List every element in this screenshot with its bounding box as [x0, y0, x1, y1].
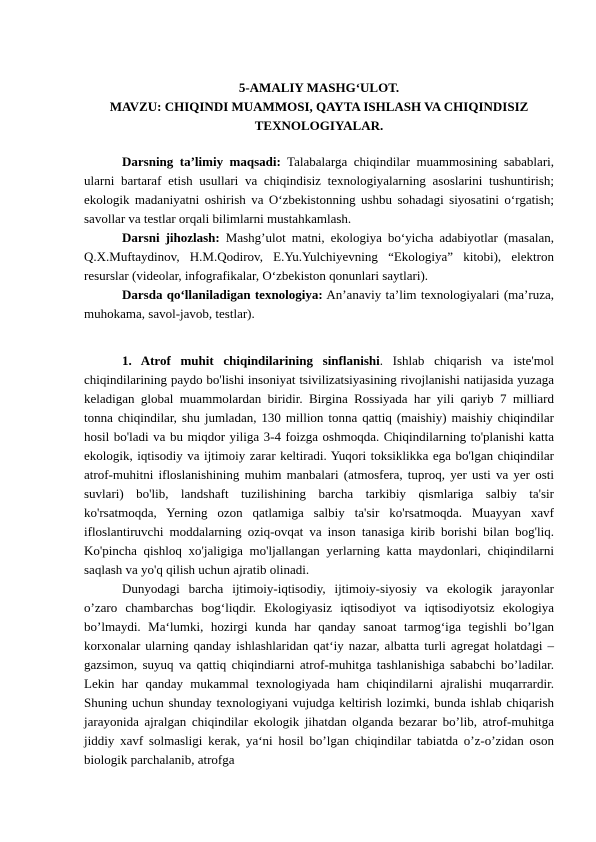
- equipment-label: Darsni jihozlash:: [122, 230, 220, 245]
- title-line-1: 5-AMALIY MASHG‘ULOT.: [238, 80, 400, 95]
- page-title: [84, 78, 554, 135]
- section1-paragraph1: [84, 351, 554, 579]
- equipment-paragraph: [84, 228, 554, 285]
- equipment-text: Mashg’ulot matni, ekologiya bo‘yicha adabiyotlar (masalan, Q.X.Muftaydinov, H.M.Qodirov, E.Yu.Yulchiyevning “Ekologiya” kitobi), elektron resurslar (videolar, infografikalar, O‘zbekiston qonunlari saytlari).: [84, 230, 555, 283]
- section1-paragraph1-text: . Ishlab chiqarish va iste'mol chiqindilarining paydo bo'lishi insoniyat tsivilizatsiyasining rivojlanishi natijasida yuzaga keladigan global muammolardan biridir. Birgina Rossiyada har yili qariyb 7 milliard tonna chiqindilar, shu jumladan, 130 million tonna qattiq (maishiy) maishiy chiqindilar hosil bo'ladi va bu miqdor yiliga 3-4 foizga oshmoqda. Chiqindilarning to'planishi katta ekologik, iqtisodiy va ijtimoiy zarar keltiradi. Yuqori toksiklikka ega bo'lgan chiqindilar atrof-muhitni ifloslanishining muhim manbalari (atmosfera, tuproq, yer usti va yer osti suvlari) bo'lib, landshaft tuzilishining barcha tarkibiy qismlariga salbiy ta'sir ko'rsatmoqda, Yerning ozon qatlamiga salbiy ta'sir ko'rsatmoqda. Muayyan xavf ifloslantiruvchi moddalarning oziq-ovqat va inson tanasiga kirib borishi bilan bog'liq. Ko'pincha qishloq xo'jaligiga mo'ljallangan yerlarning katta maydonlari, chiqindilarni saqlash va yo'q qilish uchun ajratib olinadi.: [84, 353, 554, 577]
- technology-label: Darsda qo‘llaniladigan texnologiya:: [122, 287, 323, 302]
- goal-text: Talabalarga chiqindilar muammosining sabablari, ularni bartaraf etish usullari va chiqindisiz texnologiyalarning asoslarini tushuntirish; ekologik madaniyatni oshirish va O‘zbekistonning ushbu sohadagi siyosatini o‘rgatish; savollar va testlar orqali bilimlarni mustahkamlash.: [84, 154, 555, 226]
- spacer: [84, 323, 554, 351]
- title-line-3: TEXNOLOGIYALAR.: [254, 118, 384, 133]
- section1-paragraph2: Dunyodagi barcha ijtimoiy-iqtisodiy, ijtimoiy-siyosiy va ekologik jarayonlar o’zaro chambarchas bog‘liqdir. Ekologiyasiz iqtisodiyot va iqtisodiyotsiz ekologiya bo’lmaydi. Ma‘lumki, hozirgi kunda har qanday sanoat tarmog‘iga tegishli bo’lgan korxonalar ularning qanday ishlashlaridan qat‘iy nazar, albatta turli agregat holatdagi – gazsimon, suyuq va qattiq chiqindiarni atrof-muhitga tashlanishiga sababchi bo’ladilar. Lekin har qanday mukammal texnologiyada ham chiqindilarni ajralishi muqarrardir. Shuning uchun shunday texnologiyani vujudga keltirish lozimki, bunda ishlab chiqarish jarayonida ajralgan chiqindilar ekologik jihatdan olganda bezarar bo’lib, atrof-muhitga jiddiy xavf solmasligi kerak, ya‘ni hosil bo’lgan chiqindilar tabiatda o’z-o’zidan oson biologik parchalanib, atrofga: [84, 581, 554, 767]
- goal-paragraph: [84, 152, 554, 228]
- technology-text: An’anaviy ta’lim texnologiyalari (ma’ruza, muhokama, savol-javob, testlar).: [84, 287, 555, 321]
- goal-label: Darsning ta’limiy maqsadi:: [122, 154, 281, 169]
- document-page: [84, 78, 554, 769]
- section1-heading: 1. Atrof muhit chiqindilarining sinflanishi: [122, 353, 380, 368]
- title-line-2: MAVZU: CHIQINDI MUAMMOSI, QAYTA ISHLASH VA CHIQINDISIZ: [109, 99, 529, 114]
- technology-paragraph: [84, 285, 554, 323]
- spacer: [84, 135, 554, 152]
